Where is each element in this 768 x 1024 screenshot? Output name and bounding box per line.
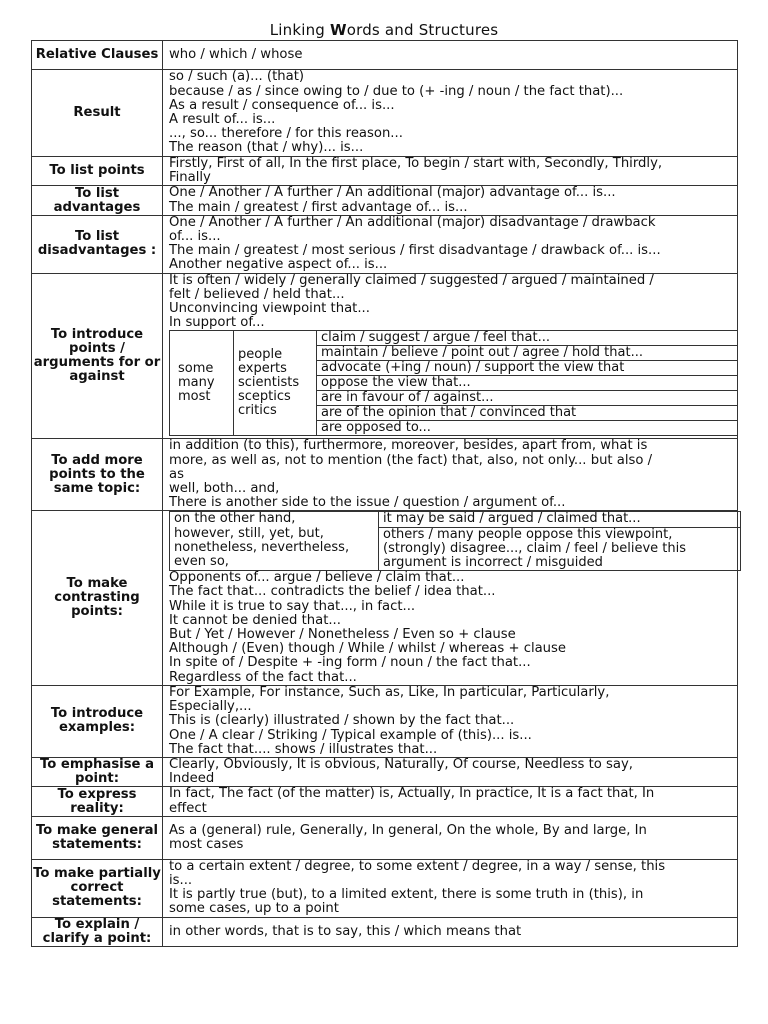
row-label: To express reality: <box>32 787 163 816</box>
row-content: It is often / widely / generally claimed / suggested / argued / maintained / felt / believed / held that... Unconvincing viewpoint that... In support of... some many most people experts scientists sceptics critics claim / suggest / argue / feel that... maintain / believe / point out / agree / hold that... advocate (+ing / noun) / support the view that oppose the view that... are in favour of / against... are of the opinion that / convinced that are opposed to... <box>163 273 738 439</box>
row-content: in other words, that is to say, this / which means that <box>163 917 738 946</box>
table-row <box>32 439 738 511</box>
row-content: As a (general) rule, Generally, In general, On the whole, By and large, In most cases <box>163 816 738 859</box>
row-label: To explain / clarify a point: <box>32 917 163 946</box>
row-label: To introduce points / arguments for or against <box>32 273 163 439</box>
row-label: To make general statements: <box>32 816 163 859</box>
linking-words-table <box>31 40 738 947</box>
contrast-phrases: it may be said / argued / claimed that... others / many people oppose this viewpoint, (strongly) disagree..., claim / feel / believe this argument is incorrect / misguided <box>379 512 740 570</box>
table-row <box>32 685 738 757</box>
page-title: Linking Words and Structures <box>269 21 499 39</box>
row-content: to a certain extent / degree, to some extent / degree, in a way / sense, this is... It is partly true (but), to a limited extent, there is some truth in (this), in some cases, up to a point <box>163 859 738 917</box>
table-row <box>32 859 738 917</box>
table-row <box>32 273 738 439</box>
table-row <box>32 917 738 946</box>
row-content: In fact, The fact (of the matter) is, Actually, In practice, It is a fact that, In effect <box>163 787 738 816</box>
contrast-connectors: on the other hand, however, still, yet, but, nonetheless, nevertheless, even so, <box>170 512 379 570</box>
row-content: One / Another / A further / An additional (major) disadvantage / drawback of... is... The main / greatest / most serious / first disadvantage / drawback of... is... Another negative aspect of... is... <box>163 215 738 273</box>
row-content: Clearly, Obviously, It is obvious, Naturally, Of course, Needless to say, Indeed <box>163 757 738 786</box>
row-content: For Example, For instance, Such as, Like, In particular, Particularly, Especially,... This is (clearly) illustrated / shown by the fact that... One / A clear / Striking / Typical example of (this)... is... The fact that.... shows / illustrates that... <box>163 685 738 757</box>
table-row <box>32 816 738 859</box>
table-row <box>32 757 738 786</box>
arguments-subtable <box>169 330 738 436</box>
table-row <box>32 186 738 215</box>
row-content: who / which / whose <box>163 41 738 70</box>
row-label: To make contrasting points: <box>32 511 163 685</box>
table-row <box>32 511 738 685</box>
table-row <box>32 41 738 70</box>
row-content: Firstly, First of all, In the first place, To begin / start with, Secondly, Thirdly, Finally <box>163 157 738 186</box>
row-label: To list disadvantages : <box>32 215 163 273</box>
row-content: so / such (a)... (that) because / as / since owing to / due to (+ -ing / noun / the fact that)... As a result / consequence of... is... A result of... is... ..., so... therefore / for this reason... The reason (that / why)... is... <box>163 70 738 157</box>
verb-column: claim / suggest / argue / feel that... maintain / believe / point out / agree / hold that... advocate (+ing / noun) / support the view that oppose the view that... are in favour of / against... are of the opinion that / convinced that are opposed to... <box>316 330 738 436</box>
row-label: To add more points to the same topic: <box>32 439 163 511</box>
subject-column: people experts scientists sceptics critics <box>233 330 316 436</box>
row-label: To introduce examples: <box>32 685 163 757</box>
contrast-subtable <box>169 511 741 571</box>
row-label: Result <box>32 70 163 157</box>
table-row <box>32 787 738 816</box>
quantifier-column: some many most <box>169 330 233 436</box>
row-label: To list points <box>32 157 163 186</box>
row-label: To emphasise a point: <box>32 757 163 786</box>
row-label: To make partially correct statements: <box>32 859 163 917</box>
row-label: To list advantages <box>32 186 163 215</box>
row-content: One / Another / A further / An additional (major) advantage of... is... The main / greatest / first advantage of... is... <box>163 186 738 215</box>
row-label: Relative Clauses <box>32 41 163 70</box>
table-row <box>32 157 738 186</box>
row-content: in addition (to this), furthermore, moreover, besides, apart from, what is more, as well as, not to mention (the fact) that, also, not only... but also / as well, both... and, There is another side to the issue / question / argument of... <box>163 439 738 511</box>
row-content: on the other hand, however, still, yet, but, nonetheless, nevertheless, even so, it may be said / argued / claimed that... others / many people oppose this viewpoint, (strongly) disagree..., claim / feel / believe this argument is incorrect / misguided Opponents of... argue / believe / claim that... The fact that... contradicts the belief / idea that... While it is true to say that..., in fact... It cannot be denied that... But / Yet / However / Nonetheless / Even so + clause Although / (Even) though / While / whilst / whereas + clause In spite of / Despite + -ing form / noun / the fact that... Regardless of the fact that... <box>163 511 738 685</box>
table-row <box>32 215 738 273</box>
table-row <box>32 70 738 157</box>
